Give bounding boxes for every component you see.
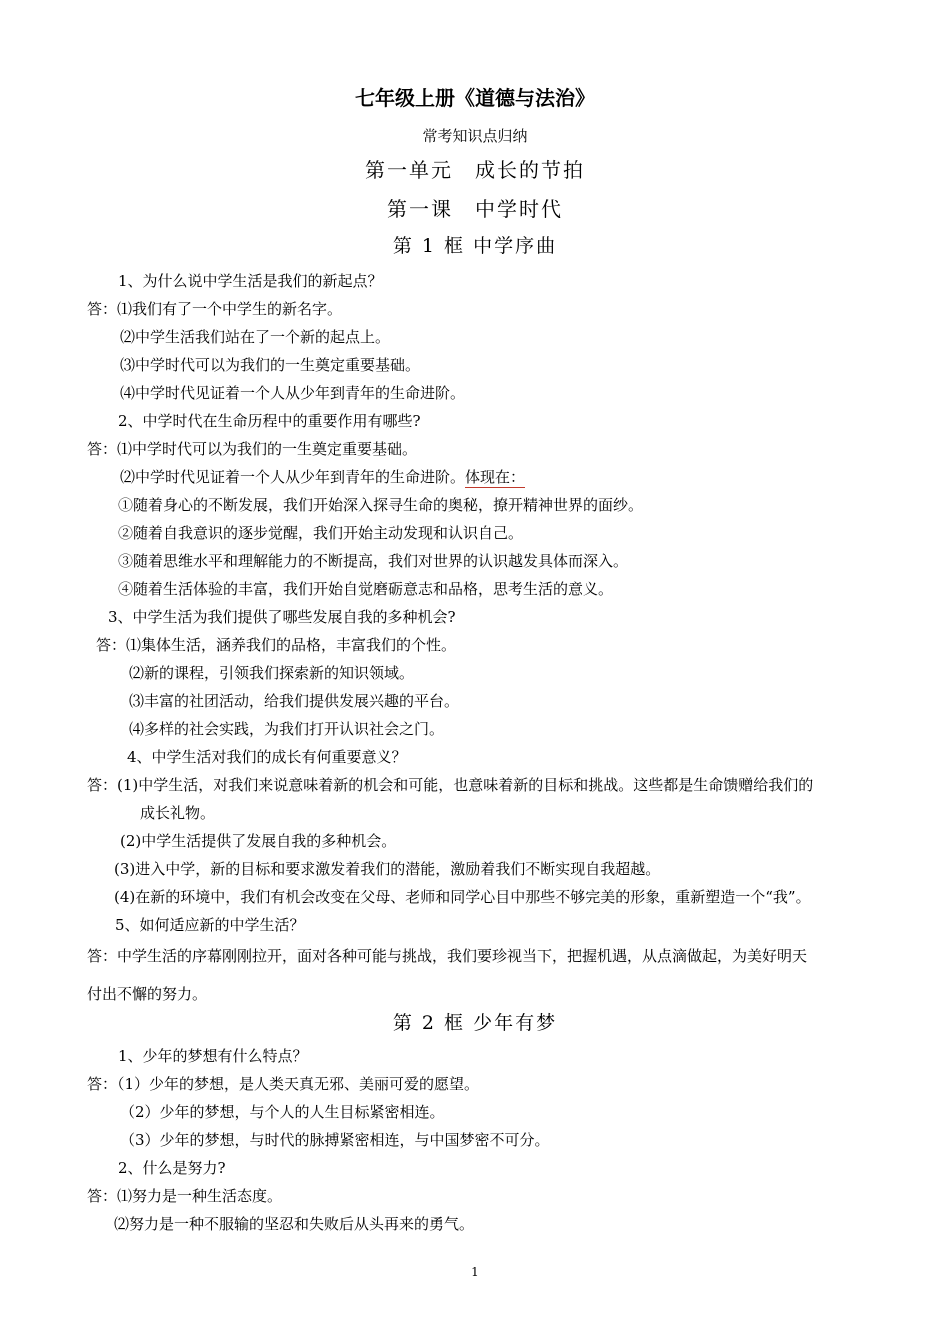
answer-line: ③随着思维水平和理解能力的不断提高，我们对世界的认识越发具体而深入。 xyxy=(118,552,629,570)
answer-line: ⑷多样的社会实践，为我们打开认识社会之门。 xyxy=(129,720,445,738)
answer-line: ⑵新的课程，引领我们探索新的知识领域。 xyxy=(129,664,415,682)
underlined-phrase: 体现在： xyxy=(465,468,526,486)
answer-line: ⑷中学时代见证着一个人从少年到青年的生命进阶。 xyxy=(120,384,466,402)
answer-line: 成长礼物。 xyxy=(140,804,216,822)
answer-line: （2）少年的梦想，与个人的人生目标紧密相连。 xyxy=(120,1103,445,1121)
answer-line: 答：（1）少年的梦想，是人类天真无邪、美丽可爱的愿望。 xyxy=(87,1075,480,1093)
answer-line: ⑵中学生活我们站在了一个新的起点上。 xyxy=(120,328,391,346)
answer-line: ②随着自我意识的逐步觉醒，我们开始主动发现和认识自己。 xyxy=(118,524,524,542)
section-heading: 第 2 框 少年有梦 xyxy=(392,1012,558,1034)
answer-line: 答：⑴中学时代可以为我们的一生奠定重要基础。 xyxy=(87,440,418,458)
question: 3、中学生活为我们提供了哪些发展自我的多种机会? xyxy=(108,608,456,626)
answer-line: 答：⑴集体生活，涵养我们的品格，丰富我们的个性。 xyxy=(96,636,457,654)
question: 2、什么是努力? xyxy=(118,1159,226,1177)
answer-line: 答：中学生活的序幕刚刚拉开，面对各种可能与挑战，我们要珍视当下，把握机遇，从点滴做起，为美好明天 xyxy=(87,947,808,965)
question: 1、为什么说中学生活是我们的新起点？ xyxy=(118,272,383,290)
question: 2、中学时代在生命历程中的重要作用有哪些? xyxy=(118,412,421,430)
answer-line: ⑶丰富的社团活动，给我们提供发展兴趣的平台。 xyxy=(129,692,460,710)
answer-line: 答：⑴努力是一种生活态度。 xyxy=(87,1187,283,1205)
answer-line: ⑵努力是一种不服输的坚忍和失败后从头再来的勇气。 xyxy=(114,1215,475,1233)
answer-line: （3）少年的梦想，与时代的脉搏紧密相连，与中国梦密不可分。 xyxy=(120,1131,550,1149)
section-heading: 第 1 框 中学序曲 xyxy=(392,235,558,257)
answer-line: 答：(1)中学生活，对我们来说意味着新的机会和可能，也意味着新的目标和挑战。这些都是生命馈赠给我们的 xyxy=(87,776,814,794)
question: 1、少年的梦想有什么特点？ xyxy=(118,1047,308,1065)
answer-line: 付出不懈的努力。 xyxy=(87,985,208,1003)
lesson-heading: 第一课 中学时代 xyxy=(387,197,563,221)
answer-line: (3)进入中学，新的目标和要求激发着我们的潜能，激励着我们不断实现自我超越。 xyxy=(114,860,661,878)
document-subtitle: 常考知识点归纳 xyxy=(422,127,528,145)
question: 5、如何适应新的中学生活？ xyxy=(115,916,305,934)
answer-line xyxy=(120,467,525,487)
unit-heading: 第一单元 成长的节拍 xyxy=(365,158,585,182)
page-number: 1 xyxy=(471,1265,479,1279)
answer-text: ⑵中学时代见证着一个人从少年到青年的生命进阶。 xyxy=(120,468,466,486)
answer-line: ④随着生活体验的丰富，我们开始自觉磨砺意志和品格，思考生活的意义。 xyxy=(118,580,614,598)
question: 4、中学生活对我们的成长有何重要意义？ xyxy=(127,748,407,766)
answer-line: (4)在新的环境中，我们有机会改变在父母、老师和同学心目中那些不够完美的形象，重新塑造一个“我”。 xyxy=(114,888,811,906)
answer-line: ①随着身心的不断发展，我们开始深入探寻生命的奥秘，撩开精神世界的面纱。 xyxy=(118,496,644,514)
answer-line: (2)中学生活提供了发展自我的多种机会。 xyxy=(120,832,397,850)
document-title: 七年级上册《道德与法治》 xyxy=(355,86,595,110)
answer-line: 答：⑴我们有了一个中学生的新名字。 xyxy=(87,300,343,318)
answer-line: ⑶中学时代可以为我们的一生奠定重要基础。 xyxy=(120,356,421,374)
